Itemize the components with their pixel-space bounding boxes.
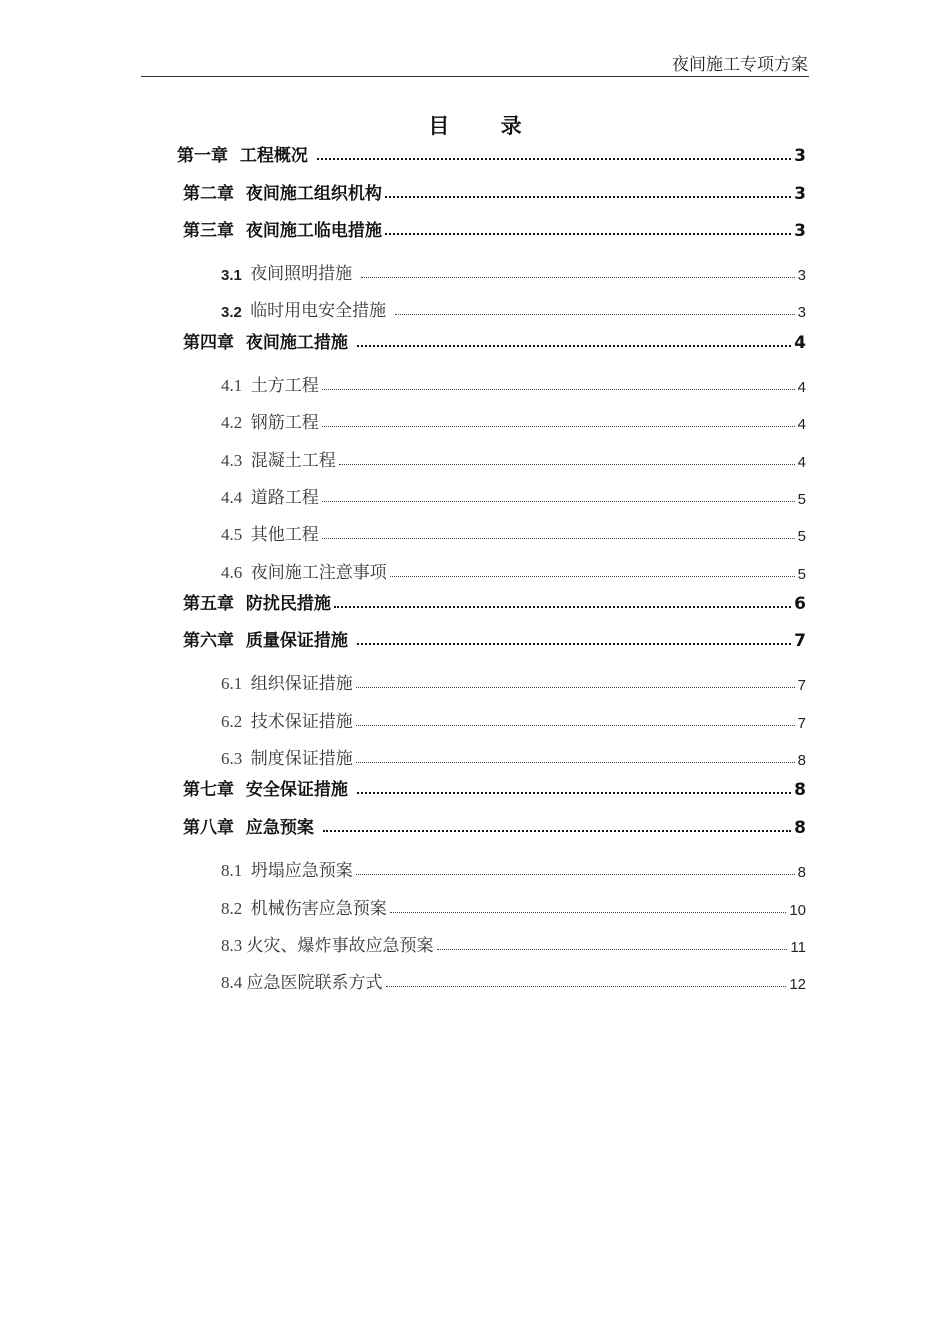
toc-entry-page: 3 [797, 304, 806, 321]
dot-leader [356, 725, 795, 726]
toc-entry-number: 3.1 [221, 267, 251, 284]
toc-entry-number: 4.6 [221, 563, 251, 582]
toc-entry-number: 4.3 [221, 451, 251, 470]
toc-entry-page: 7 [794, 631, 806, 651]
dot-leader [317, 158, 791, 160]
toc-entry-chapter[interactable] [183, 329, 806, 353]
toc-entry-label: 道路工程 [250, 488, 319, 508]
toc-entry-section[interactable] [221, 484, 806, 508]
toc-entry-label: 土方工程 [250, 376, 319, 396]
toc-entry-page: 4 [794, 333, 806, 353]
toc-entry-number: 4.4 [221, 488, 251, 507]
toc-entry-page: 6 [794, 594, 806, 614]
dot-leader [437, 949, 788, 950]
toc-entry-label: 夜间施工措施 [245, 333, 354, 353]
toc-entry-label: 夜间照明措施 [250, 264, 358, 284]
toc-entry-number: 4.2 [221, 413, 251, 432]
toc-entry-section[interactable] [221, 409, 806, 433]
toc-entry-label: 防扰民措施 [245, 594, 331, 614]
toc-entry-label: 钢筋工程 [250, 413, 319, 433]
toc-entry-label: 技术保证措施 [250, 712, 353, 732]
toc-entry-chapter[interactable] [183, 180, 806, 204]
dot-leader [357, 345, 791, 347]
toc-entry-section[interactable] [221, 297, 806, 321]
toc-entry-label: 夜间施工注意事项 [250, 563, 387, 583]
dot-leader [386, 986, 787, 987]
toc-entry-section[interactable] [221, 932, 806, 956]
toc-entry-label: 安全保证措施 [245, 780, 354, 800]
toc-entry-number: 第三章 [183, 221, 246, 241]
toc-entry-page: 12 [789, 976, 806, 993]
toc-entry-label: 机械伤害应急预案 [250, 899, 387, 919]
dot-leader [323, 830, 791, 832]
toc-entry-page: 8 [794, 818, 806, 838]
toc-entry-page: 4 [797, 379, 806, 396]
toc-entry-number: 第五章 [183, 594, 246, 614]
dot-leader [357, 792, 791, 794]
toc-entry-chapter[interactable] [183, 814, 806, 838]
toc-entry-chapter[interactable] [183, 590, 806, 614]
toc-entry-label: 火灾、爆炸事故应急预案 [246, 936, 434, 956]
dot-leader [322, 426, 795, 427]
toc-entry-label: 临时用电安全措施 [250, 301, 392, 321]
toc-entry-page: 8 [797, 864, 806, 881]
toc-entry-page: 3 [794, 146, 806, 166]
toc-entry-number: 第四章 [183, 333, 246, 353]
dot-leader [361, 277, 795, 278]
dot-leader [385, 233, 791, 235]
toc-entry-number: 第八章 [183, 818, 246, 838]
toc-entry-number: 4.5 [221, 525, 251, 544]
toc-entry-section[interactable] [221, 521, 806, 545]
toc-entry-section[interactable] [221, 670, 806, 694]
dot-leader [357, 643, 791, 645]
dot-leader [390, 912, 787, 913]
toc-entry-page: 4 [797, 416, 806, 433]
toc-entry-number: 8.4 [221, 973, 247, 992]
toc-entry-chapter[interactable] [177, 142, 806, 166]
toc-entry-label: 应急医院联系方式 [246, 973, 383, 993]
toc-entry-label: 工程概况 [239, 146, 314, 166]
toc-entry-number: 8.3 [221, 936, 247, 955]
toc-entry-page: 11 [790, 939, 806, 956]
toc-entry-section[interactable] [221, 969, 806, 993]
toc-entry-number: 6.1 [221, 674, 251, 693]
toc-entry-number: 8.1 [221, 861, 251, 880]
toc-entry-label: 夜间施工组织机构 [245, 184, 382, 204]
toc-entry-section[interactable] [221, 260, 806, 284]
toc-entry-section[interactable] [221, 745, 806, 769]
toc-entry-page: 3 [797, 267, 806, 284]
toc-entry-page: 7 [797, 715, 806, 732]
toc-entry-page: 3 [794, 184, 806, 204]
toc-entry-page: 7 [797, 677, 806, 694]
toc-entry-chapter[interactable] [183, 217, 806, 241]
toc-entry-label: 混凝土工程 [250, 451, 336, 471]
toc-entry-page: 10 [789, 902, 806, 919]
toc-entry-number: 3.2 [221, 304, 251, 321]
toc-entry-label: 制度保证措施 [250, 749, 353, 769]
toc-entry-section[interactable] [221, 708, 806, 732]
toc-entry-label: 应急预案 [245, 818, 320, 838]
toc-entry-number: 6.2 [221, 712, 251, 731]
toc-entry-section[interactable] [221, 895, 806, 919]
toc-title: 目 录 [428, 113, 544, 138]
dot-leader [334, 606, 791, 608]
toc-entry-section[interactable] [221, 857, 806, 881]
toc-entry-section[interactable] [221, 559, 806, 583]
dot-leader [322, 389, 795, 390]
dot-leader [339, 464, 795, 465]
toc-entry-page: 8 [794, 780, 806, 800]
dot-leader [385, 196, 791, 198]
toc-entry-chapter[interactable] [183, 627, 806, 651]
dot-leader [390, 576, 795, 577]
toc-entry-number: 4.1 [221, 376, 251, 395]
dot-leader [322, 538, 795, 539]
toc-entry-number: 8.2 [221, 899, 251, 918]
toc-entry-label: 坍塌应急预案 [250, 861, 353, 881]
dot-leader [322, 501, 795, 502]
toc-entry-page: 3 [794, 221, 806, 241]
toc-entry-chapter[interactable] [183, 776, 806, 800]
toc-entry-number: 第六章 [183, 631, 246, 651]
toc-entry-section[interactable] [221, 372, 806, 396]
toc-entry-section[interactable] [221, 447, 806, 471]
toc-entry-label: 质量保证措施 [245, 631, 354, 651]
toc-entry-page: 8 [797, 752, 806, 769]
toc-entry-number: 第一章 [177, 146, 240, 166]
toc-entry-number: 6.3 [221, 749, 251, 768]
toc-entry-page: 5 [797, 566, 806, 583]
toc-entry-page: 5 [797, 491, 806, 508]
toc-entry-page: 4 [797, 454, 806, 471]
toc-entry-page: 5 [797, 528, 806, 545]
dot-leader [395, 314, 795, 315]
running-header: 夜间施工专项方案 [672, 55, 808, 75]
toc-entry-number: 第七章 [183, 780, 246, 800]
dot-leader [356, 687, 795, 688]
toc-entry-label: 其他工程 [250, 525, 319, 545]
toc-entry-label: 夜间施工临电措施 [245, 221, 382, 241]
toc-entry-label: 组织保证措施 [250, 674, 353, 694]
dot-leader [356, 762, 795, 763]
dot-leader [356, 874, 795, 875]
toc-entry-number: 第二章 [183, 184, 246, 204]
